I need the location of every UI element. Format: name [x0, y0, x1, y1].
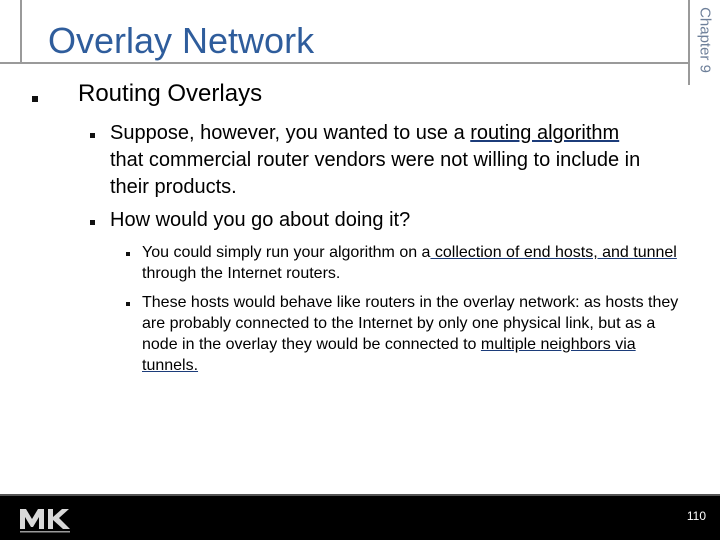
bullet-level2-item: [90, 120, 650, 201]
square-bullet-icon: [90, 133, 95, 138]
square-bullet-icon: [126, 302, 130, 306]
bullet-level2-item: [90, 207, 650, 234]
square-bullet-icon: [32, 96, 38, 102]
bullet-level3-text: These hosts would behave like routers in the overlay network: as hosts they are probably connected to the Internet by only one physical link, but as a node in the overlay they would be connected to multiple neighbors via tunnels.: [142, 294, 679, 374]
morgan-kaufmann-logo-icon: [18, 505, 74, 535]
slide-title: Overlay Network: [48, 20, 315, 61]
bullet-level3-item: [126, 242, 694, 284]
footer-bar: [0, 496, 720, 540]
underlined-term: routing algorithm: [470, 122, 620, 144]
square-bullet-icon: [90, 220, 95, 225]
bullet-level3-text: You could simply run your algorithm on a collection of end hosts, and tunnel through the Internet routers.: [142, 244, 677, 282]
bullet-level3-item: [126, 292, 694, 376]
frame-line-top: [0, 62, 690, 64]
frame-line-left: [20, 0, 22, 62]
bullet-level2-text: Suppose, however, you wanted to use a routing algorithm that commercial router vendors were not willing to include in their products.: [110, 122, 641, 198]
underlined-term: multiple neighbors via tunnels.: [142, 336, 636, 374]
bullet-level2-text: How would you go about doing it?: [110, 209, 411, 231]
bullet-level1-text: Routing Overlays: [78, 80, 263, 107]
chapter-label: Chapter 9: [696, 7, 714, 73]
square-bullet-icon: [126, 252, 130, 256]
page-number: 110: [686, 509, 706, 523]
underlined-term: collection of end hosts, and tunnel: [430, 244, 677, 261]
